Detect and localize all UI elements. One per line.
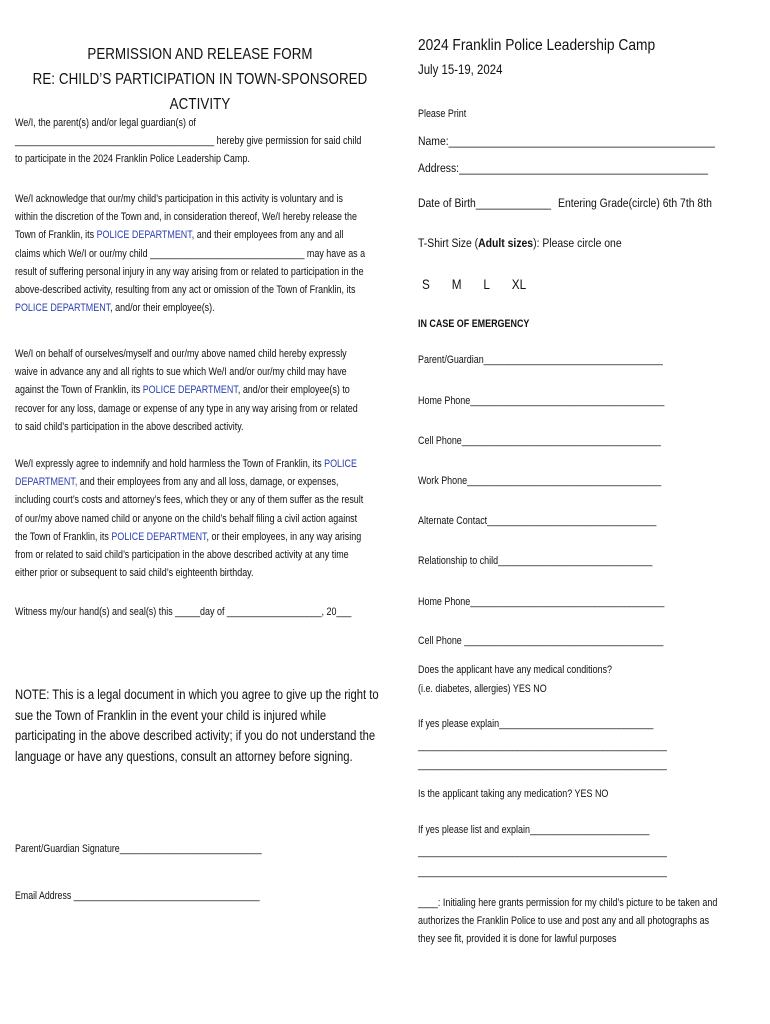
police-dept-link: POLICE DEPARTMENT — [142, 384, 238, 397]
address-field[interactable]: Address:___________________________________________ — [418, 161, 708, 175]
cell-phone-field[interactable]: Cell Phone________________________________________ — [418, 435, 661, 447]
indemnify-text-a: We/I expressly agree to indemnify and hold harmless the Town of Franklin, its — [15, 458, 325, 470]
emergency-heading: IN CASE OF EMERGENCY — [418, 318, 530, 330]
release-text-a: We/I acknowledge that our/my child’s participation in this activity is voluntary and is within the discretion of the Town and, in consideration thereof, We/I hereby release the Town of Franklin, its — [15, 193, 357, 242]
release-text-b: , and their employees from any and all claims which We/I or our/my child _______________________________ may have as a result of suffering personal injury in any way arising from or related to participation in the above-described activity, resulting from any act or omission of the Town of Franklin, its — [15, 229, 366, 297]
size-option-s[interactable]: S — [422, 276, 430, 292]
tshirt-size-label — [418, 236, 622, 250]
medication-explain-line[interactable]: __________________________________________________ — [418, 846, 667, 858]
medical-explain-line[interactable]: __________________________________________________ — [418, 759, 667, 771]
tshirt-label-a: T-Shirt Size ( — [418, 236, 479, 250]
indemnify-text-b: and their employees from any and all loss, damage, or expenses, including court’s costs and attorney’s fees, which they or any of them suffer as the result of our/my above named child or anyone on the child’s behalf filing a civil action against the Town of Franklin, its — [15, 476, 364, 543]
waiver-text-b: , and/or their employee(s) to recover for any loss, damage or expense of any type in any way arising from or related to said child’s participation in the above described activity. — [15, 384, 358, 433]
form-title-line2: RE: CHILD’S PARTICIPATION IN TOWN-SPONSORED ACTIVITY — [32, 71, 368, 113]
name-field[interactable]: Name:______________________________________________ — [418, 134, 715, 148]
size-option-xl[interactable]: XL — [511, 276, 527, 292]
police-dept-link: POLICE DEPARTMENT — [15, 302, 111, 315]
witness-line[interactable]: Witness my/our hand(s) and seal(s) this _____day of ___________________, 20___ — [15, 606, 352, 618]
waiver-text-a: We/I on behalf of ourselves/myself and our/my above named child hereby expressly waive in advance any and all rights to sue which We/I and/or our/my child may have against the Town of Franklin, its — [15, 348, 347, 397]
entering-grade-field[interactable]: Entering Grade(circle) 6th 7th 8th — [558, 196, 712, 210]
permission-text-b: hereby give permission for said child to participate in the 2024 Franklin Police Leadership Camp. — [15, 135, 362, 166]
permission-paragraph — [15, 114, 367, 169]
legal-note: NOTE: This is a legal document in which you agree to give up the right to sue the Town of Franklin in the event your child is injured while participating in the above described activity; if you do not understand the language or have any questions, consult an attorney before signing. — [15, 687, 379, 764]
medical-explain-line[interactable]: __________________________________________________ — [418, 740, 667, 752]
tshirt-label-adult: Adult sizes — [478, 236, 534, 250]
form-title — [28, 42, 372, 117]
size-option-m[interactable]: M — [451, 276, 462, 292]
permission-text-a: We/I, the parent(s) and/or legal guardian(s) of ________________________________________ — [15, 117, 215, 148]
alt-home-phone-field[interactable]: Home Phone_______________________________________ — [418, 596, 665, 608]
release-text-c: , and/or their employee(s). — [110, 302, 215, 315]
medical-yes-no[interactable]: (i.e. diabetes, allergies) YES NO — [418, 683, 547, 695]
tshirt-size-options — [422, 276, 548, 292]
home-phone-field[interactable]: Home Phone_______________________________________ — [418, 395, 665, 407]
parent-guardian-field[interactable]: Parent/Guardian____________________________________ — [418, 354, 663, 366]
work-phone-field[interactable]: Work Phone_______________________________________ — [418, 475, 662, 487]
release-paragraph — [15, 190, 367, 317]
medical-explain-field[interactable]: If yes please explain_______________________________ — [418, 718, 654, 730]
alternate-contact-field[interactable]: Alternate Contact__________________________________ — [418, 515, 657, 527]
photo-permission-text[interactable]: ____: Initialing here grants permission for my child’s picture to be taken and authorizes the Franklin Police to use and post any and all photographs as they see fit, provided it is done for lawful purposes — [418, 897, 718, 945]
indemnify-text-c: , or their employees, in any way arising from or related to said child’s participation in the above described activity at any time either prior or subsequent to said child’s eighteenth birthday. — [15, 530, 362, 580]
tshirt-label-c: ): Please circle one — [533, 236, 622, 250]
police-dept-link: POLICE DEPARTMENT, — [15, 458, 357, 489]
camp-title: 2024 Franklin Police Leadership Camp — [418, 37, 656, 54]
relationship-field[interactable]: Relationship to child_______________________________ — [418, 555, 653, 567]
form-title-line1: PERMISSION AND RELEASE FORM — [87, 46, 313, 63]
waiver-paragraph — [15, 345, 367, 436]
email-address-field[interactable]: Email Address ______________________________________ — [15, 890, 260, 902]
medication-explain-line[interactable]: __________________________________________________ — [418, 866, 667, 878]
medication-explain-field[interactable]: If yes please list and explain________________________ — [418, 824, 650, 836]
medication-question[interactable]: Is the applicant taking any medication? YES NO — [418, 788, 609, 800]
size-option-l[interactable]: L — [483, 276, 490, 292]
camp-dates: July 15-19, 2024 — [418, 62, 503, 77]
police-dept-link: POLICE DEPARTMENT — [111, 530, 207, 543]
guardian-signature-field[interactable]: Parent/Guardian Signature_____________________________ — [15, 843, 262, 855]
please-print-label: Please Print — [418, 108, 467, 120]
medical-question: Does the applicant have any medical conditions? — [418, 664, 613, 676]
indemnify-paragraph — [15, 455, 367, 582]
alt-cell-phone-field[interactable]: Cell Phone ________________________________________ — [418, 635, 664, 647]
police-dept-link: POLICE DEPARTMENT — [96, 229, 192, 242]
date-of-birth-field[interactable]: Date of Birth_____________ — [418, 196, 552, 210]
